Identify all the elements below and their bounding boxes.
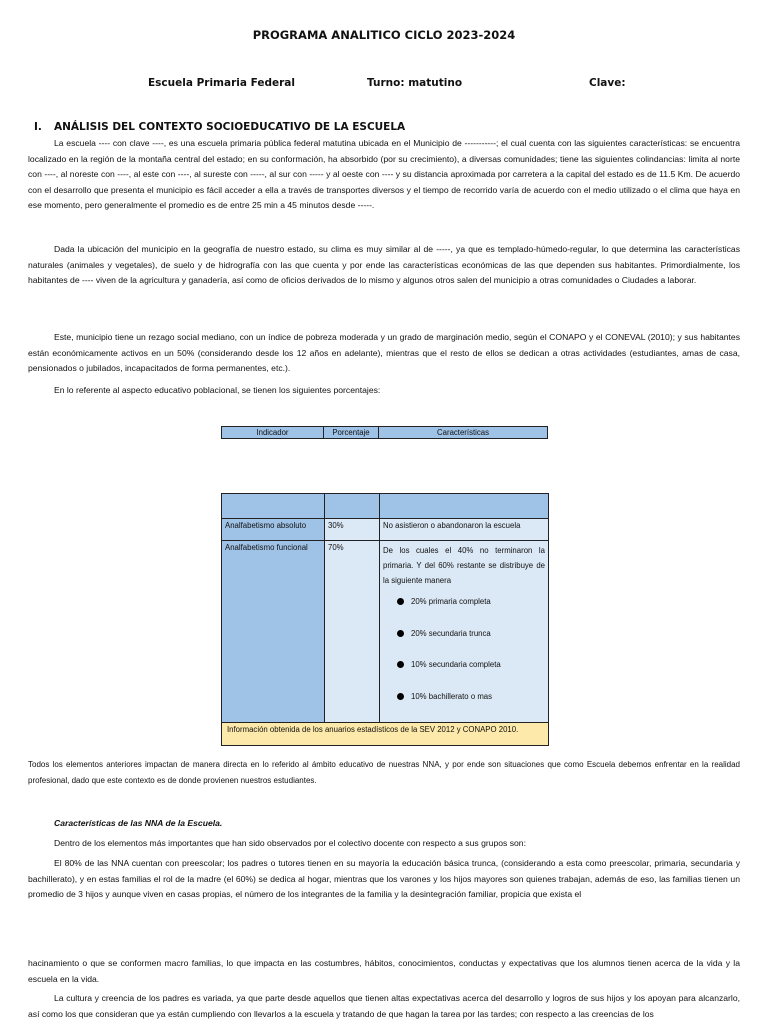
header-indicator: Indicador [222, 427, 324, 438]
table-header-row [221, 426, 548, 439]
school-name: Escuela Primaria Federal [148, 77, 295, 89]
school-key-label: Clave: [589, 77, 626, 89]
description-cell: No asistieron o abandonaron la escuela [380, 519, 549, 541]
table-row [222, 494, 549, 519]
table-source-note: Información obtenida de los anuarios estadísticos de la SEV 2012 y CONAPO 2010. [222, 723, 549, 746]
list-item [397, 689, 545, 721]
header-percentage: Porcentaje [324, 427, 379, 438]
description-cell [380, 541, 549, 723]
illiteracy-table [221, 493, 549, 746]
bullet-icon [397, 661, 404, 668]
paragraph-social: Este, municipio tiene un rezago social mediano, con un índice de pobreza moderada y un grado de marginación medio, según el CONAPO y el CONEVAL (2010); y sus habitantes están económicamente activos en un 50% (considerando desde los 12 años en adelante), mientras que el resto de ellos se dedican a otras actividades (estudiantes, amas de casa, pensionados o jubilados, incapacitados de forma permanentes, etc.). [28, 332, 740, 373]
paragraph-families: El 80% de las NNA cuentan con preescolar; los padres o tutores tienen en su mayoría la educación básica trunca, (considerando a esta como preescolar, primaria, secundaria y bachillerato), y en estas familias el rol de la madre (el 60%) se dedica al hogar, mientras que los varones y los hijos mayores son quienes trabajan, además de eso, las familias tienen un promedio de 3 hijos y aunque viven en casas propias, el número de los integrantes de la familia y la desintegración familiar, propicia que exista el [28, 858, 740, 899]
document-title: PROGRAMA ANALITICO CICLO 2023-2024 [252, 28, 516, 42]
percentage-cell: 70% [325, 541, 380, 723]
paragraph-impact: Todos los elementos anteriores impactan de manera directa en lo referido al ámbito educativo de nuestras NNA, y por ende son situaciones que como Escuela debemos enfrentar en la realidad profesional, dado que este contexto es de donde provienen nuestros estudiantes. [28, 760, 740, 785]
section-number: I. [34, 121, 42, 133]
table-cell [222, 494, 325, 519]
percentage-cell: 30% [325, 519, 380, 541]
bullet-icon [397, 630, 404, 637]
indicator-cell: Analfabetismo funcional [222, 541, 325, 723]
paragraph-culture: La cultura y creencia de los padres es variada, ya que parte desde aquellos que tienen altas expectativas acerca del desarrollo y logros de sus hijos y los apoyan para alcanzarlo, así como los que consideran que ya están cumpliendo con llevarlos a la escuela y tratando de que hagan la tarea por las tardes; con respecto a las creencias de los [28, 993, 740, 1019]
table-cell [380, 494, 549, 519]
header-characteristics: Características [437, 428, 489, 437]
list-item [397, 626, 545, 658]
distribution-list [383, 594, 545, 720]
section-title: ANÁLISIS DEL CONTEXTO SOCIOEDUCATIVO DE LA ESCUELA [54, 121, 406, 133]
table-row [222, 541, 549, 723]
bullet-icon [397, 598, 404, 605]
indicator-cell: Analfabetismo absoluto [222, 519, 325, 541]
paragraph-location: La escuela ---- con clave ----, es una escuela primaria pública federal matutina ubicada en el Municipio de -----------; el cual cuenta con las siguientes características: se encuentra localizado en la región de la montaña central del estado; en su conformación, ha absorbido (por su crecimiento), a diversas comunidades; tiene las siguientes colindancias: limita al norte con ----, al noreste con ----, al este con ----, al sureste con -----, al sur con ----- y al oeste con ---- y su distancia aproximada por carretera a la capital del estado es de 11.5 Km. De acuerdo con el desarrollo que presenta el municipio es fácil acceder a ella a través de transportes diversos y el tiempo de recorrido varía de acuerdo con el medio utilizado o el clima que haya en ese momento, pero generalmente el promedio es de entre 25 min a 45 minutos desde -----. [28, 138, 740, 210]
list-item-text: 10% secundaria completa [411, 660, 501, 669]
table-row [222, 519, 549, 541]
paragraph-observations: Dentro de los elementos más importantes que han sido observados por el colectivo docente con respecto a sus grupos son: [54, 838, 526, 848]
description-text: De los cuales el 40% no terminaron la primaria. Y del 60% restante se distribuye de la siguiente manera [383, 546, 545, 585]
paragraph-education-intro: En lo referente al aspecto educativo poblacional, se tienen los siguientes porcentajes: [54, 385, 381, 395]
paragraph-climate: Dada la ubicación del municipio en la geografía de nuestro estado, su clima es muy similar al de -----, ya que es templado-húmedo-regular, lo que determina las características naturales (animales y vegetales), de suelo y de hidrografía con las que cuenta y por ende las características económicas de las que dependen sus habitantes. Primordialmente, los habitantes de ---- viven de la agricultura y ganadería, así como de oficios derivados de lo mismo y algunos otros salen del municipio a otras comunidades o Ciudades a laborar. [28, 244, 740, 285]
list-item-text: 20% primaria completa [411, 597, 491, 606]
section-heading [34, 121, 405, 133]
shift-label: Turno: matutino [367, 77, 463, 89]
table-footer-row [222, 723, 549, 746]
list-item [397, 657, 545, 689]
list-item-text: 20% secundaria trunca [411, 628, 491, 638]
list-item-text: 10% bachillerato o mas [411, 691, 493, 701]
list-item [397, 594, 545, 626]
students-subheading: Características de las NNA de la Escuela. [54, 818, 223, 828]
table-cell [325, 494, 380, 519]
paragraph-overcrowding: hacinamiento o que se conformen macro familias, lo que impacta en las costumbres, hábitos, conocimientos, conductas y expectativas que los alumnos tienen acerca de la vida y la escuela en la vida. [28, 958, 740, 984]
bullet-icon [397, 693, 404, 700]
